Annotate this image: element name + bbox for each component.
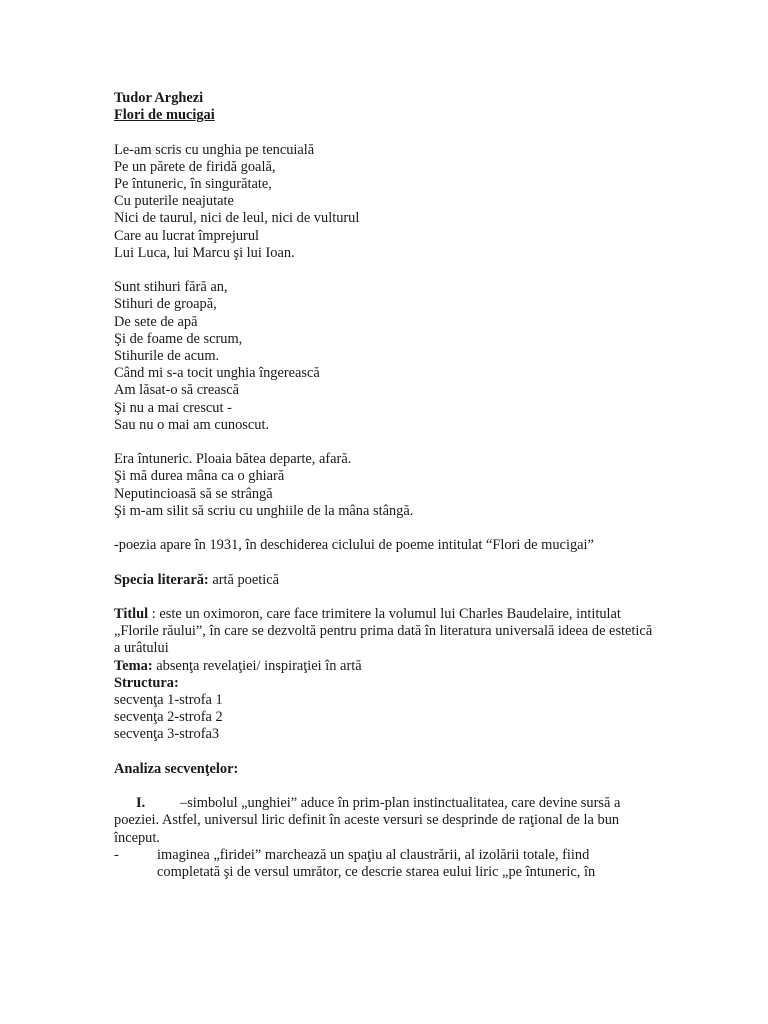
spacer	[114, 262, 654, 279]
verse-line: Am lăsat-o să crească	[114, 382, 240, 399]
verse-line: Neputincioasă să se strângă	[114, 485, 273, 502]
specia-row	[114, 572, 654, 589]
list-item-text: imaginea „firidei” marchează un spaţiu al claustrării, al izolării totale, fiind completată şi de versul umrător, ce descrie starea eului liric „pe întuneric, în	[157, 846, 596, 881]
spacer	[114, 589, 654, 606]
list-item	[114, 847, 654, 881]
spacer	[114, 744, 654, 761]
tema-label: Tema:	[114, 657, 153, 674]
publication-note: -poezia apare în 1931, în deschiderea ciclului de poeme intitulat “Flori de mucigai”	[114, 537, 594, 554]
stanza-1	[114, 142, 654, 262]
section-I-body: poeziei. Astfel, universul liric definit în aceste versuri se desprinde de raţional de la bun început.	[114, 812, 620, 846]
author-name: Tudor Arghezi	[114, 90, 204, 106]
tema-value: absenţa revelaţiei/ inspiraţiei în artă	[156, 657, 362, 674]
verse-line: Pe întuneric, în singurătate,	[114, 176, 272, 192]
verse-line: Stihuri de groapă,	[114, 296, 217, 313]
poem-title: Flori de mucigai	[114, 107, 215, 124]
spacer	[114, 554, 654, 571]
verse-line: Era întuneric. Ploaia bătea departe, afară.	[114, 451, 352, 468]
verse-line: Şi de foame de scrum,	[114, 330, 243, 347]
verse-line: Şi m-am silit să scriu cu unghiile de la mâna stângă.	[114, 502, 414, 519]
verse-line: Şi mă durea mâna ca o ghiară	[114, 468, 285, 485]
structura-label: Structura:	[114, 674, 179, 691]
tema-row	[114, 658, 654, 675]
verse-line: Sau nu o mai am cunoscut.	[114, 416, 270, 433]
spacer	[114, 778, 654, 795]
verse-line: Sunt stihuri fără an,	[114, 279, 228, 296]
spacer	[114, 124, 654, 141]
document-page	[114, 90, 654, 881]
verse-line: Pe un părete de firidă goală,	[114, 158, 276, 175]
specia-value: artă poetică	[212, 571, 280, 588]
verse-line: Când mi s-a tocit unghia îngerească	[114, 365, 320, 382]
spacer	[114, 434, 654, 451]
verse-line: Cu puterile neajutate	[114, 193, 234, 210]
section-I-text: –simbolul „unghiei” aduce în prim-plan instinctualitatea, care devine sursă a	[180, 795, 621, 812]
stanza-2	[114, 279, 654, 434]
verse-line: De sete de apă	[114, 313, 198, 330]
dash-marker: -	[114, 846, 119, 863]
titlul-value: : este un oximoron, care face trimitere la volumul lui Charles Baudelaire, intitulat „Florile răului”, în care se dezvoltă pentru prima dată în literatura universală ideea de estetică a urâtului	[114, 606, 653, 657]
specia-label: Specia literară:	[114, 571, 209, 588]
verse-line: Nici de taurul, nici de leul, nici de vulturul	[114, 210, 360, 227]
verse-line: Le-am scris cu unghia pe tencuială	[114, 141, 315, 158]
section-number: I.	[136, 795, 146, 812]
verse-line: Stihurile de acum.	[114, 348, 220, 365]
verse-line: Care au lucrat împrejurul	[114, 227, 260, 244]
titlul-label: Titlul	[114, 606, 149, 622]
section-I-first-line	[136, 795, 654, 812]
titlul-paragraph	[114, 606, 654, 658]
analiza-heading: Analiza secvenţelor:	[114, 760, 239, 777]
structura-item: secvenţa 1-strofa 1	[114, 692, 223, 709]
structura-item: secvenţa 3-strofa3	[114, 726, 220, 743]
structura-item: secvenţa 2-strofa 2	[114, 709, 223, 726]
stanza-3	[114, 451, 654, 520]
verse-line: Lui Luca, lui Marcu şi lui Ioan.	[114, 244, 295, 261]
spacer	[114, 520, 654, 537]
verse-line: Şi nu a mai crescut -	[114, 399, 232, 416]
